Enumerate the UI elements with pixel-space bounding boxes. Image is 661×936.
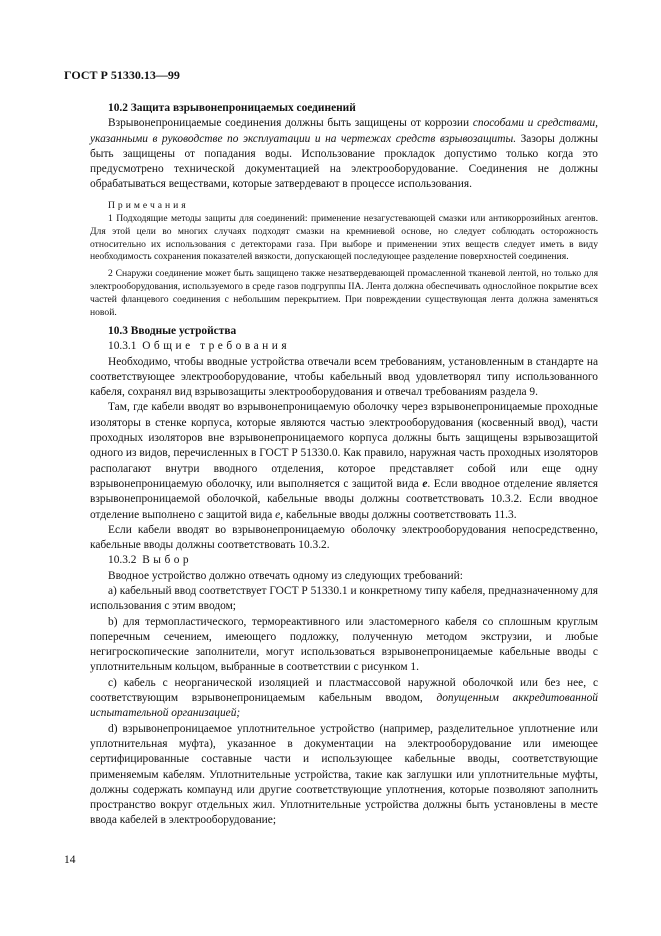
text-run: . Если вводное отделение является взрывонепроницаемой оболочкой, кабельные вводы должны соответствовать 10.3.2. Если вводное отделение выполнено с защитой вида <box>90 477 598 521</box>
list-item-b: b) для термопластического, термореактивного или эластомерного кабеля со сплошным круглым поперечным сечением, имеющего подложку, полученную методом экструзии, и любые негигроскопические заполнители, могут использоваться взрывонепроницаемые кабельные вводы с уплотнительным кольцом, выбранные в соответствии с рисунком 1. <box>90 615 598 674</box>
paragraph-general-2 <box>90 400 598 522</box>
note-1: 1 Подходящие методы защиты для соединений: применение незагустевающей смазки или антикоррозийных агентов. Для этой цели во многих случаях подходят смазки на кремниевой основе, но следует соблюдать осторожность относительно их использования с детекторами газа. При выборе и применении этих веществ следует иметь в виду необходимость сохранения показателей вязкости, допускающей последующее разделение поверхностей соединения. <box>90 212 598 263</box>
subsection-title: Общие требования <box>142 340 291 353</box>
text-run: , кабельные вводы должны соответствовать 11.3. <box>280 508 517 521</box>
note-2: 2 Снаружи соединение может быть защищено также незатвердевающей промасленной тканевой лентой, но только для электрооборудования, используемого в среде газов подгруппы IIA. Лента должна обеспечивать однослойное покрытие всех частей фланцевого соединения с небольшим перекрытием. При повреждении существующая лента должна заменяться новой. <box>90 268 598 319</box>
subsection-title: Выбор <box>142 554 193 567</box>
section-10-2-title: 10.2 Защита взрывонепроницаемых соединений <box>108 102 356 114</box>
notes-heading: Примечания <box>108 199 189 211</box>
page-number: 14 <box>64 854 76 866</box>
paragraph-general-1: Необходимо, чтобы вводные устройства отвечали всем требованиям, установленным в стандарте на соответствующее электрооборудование, чтобы кабельный ввод удовлетворял типу использованного кабеля, сохранял вид взрывозащиты электрооборудования и отвечал требованиям раздела 9. <box>90 355 598 399</box>
subsection-number: 10.3.2 <box>108 554 137 567</box>
section-10-2-paragraph <box>90 116 598 192</box>
text-run: Взрывонепроницаемые соединения должны быть защищены от коррозии <box>108 117 473 130</box>
text-run: Там, где кабели вводят во взрывонепроницаемую оболочку через взрывонепроницаемые проходные изоляторы в стенке корпуса, которые являются частью электрооборудования (косвенный ввод), части проходных изоляторов вне взрывонепроницаемого корпуса должны быть защищены взрывозащитой одного из видов, перечисленных в ГОСТ Р 51330.0. Как правило, наружная часть проходных изоляторов располагают внутри вводного отделения, которое представляет собой или еще одну взрывонепроницаемую оболочку, или выполняется с защитой вида <box>90 401 598 490</box>
subsection-10-3-1-heading <box>90 339 598 354</box>
italic-text: е <box>275 508 281 521</box>
subsection-10-3-2-heading <box>90 553 598 568</box>
list-item-d: d) взрывонепроницаемое уплотнительное устройство (например, разделительное уплотнение или уплотнительная муфта), указанное в документации на электрооборудование или имеющее сертифицированные составные части и использующее кабельные вводы, соответствующие применяемым кабелям. Уплотнительные устройства, такие как заглушки или уплотнительные муфты, должны содержать компаунд или другие соответствующие уплотнения, которые позволяют заполнить пространство вокруг отдельных жил. Уплотнительные устройства должны быть установлены в месте ввода кабелей в электрооборудование; <box>90 722 598 827</box>
text-run: Зазоры должны быть защищены от попадания воды. Использование прокладок допустимо только когда это предусмотрено технической документацией на электрооборудование. Соединения не должны обрабатываться веществами, которые затвердевают в процессе использования. <box>90 132 599 191</box>
subsection-number: 10.3.1 <box>108 340 137 353</box>
list-item-a: а) кабельный ввод соответствует ГОСТ Р 51330.1 и конкретному типу кабеля, предназначенному для использования с этим вводом; <box>90 584 598 613</box>
paragraph-general-3: Если кабели вводят во взрывонепроницаемую оболочку электрооборудования непосредственно, кабельные вводы должны соответствовать 10.3.2. <box>90 523 598 552</box>
paragraph-selection-intro: Вводное устройство должно отвечать одному из следующих требований: <box>108 569 463 582</box>
italic-text: допущенным аккредитованной испытательной организацией; <box>90 692 598 720</box>
document-header: ГОСТ Р 51330.13—99 <box>64 68 180 82</box>
document-body <box>90 98 598 829</box>
section-10-3-title: 10.3 Вводные устройства <box>108 324 237 337</box>
italic-text: е <box>422 477 428 490</box>
italic-text: способами и средствами, указанными в руководстве по эксплуатации и на чертежах средств взрывозащиты. <box>90 117 599 145</box>
text-run: с) кабель с неорганической изоляцией и пластмассовой наружной оболочкой или без нее, с соответствующим взрывонепроницаемым кабельным вводом, <box>90 676 598 705</box>
list-item-c <box>90 676 598 722</box>
